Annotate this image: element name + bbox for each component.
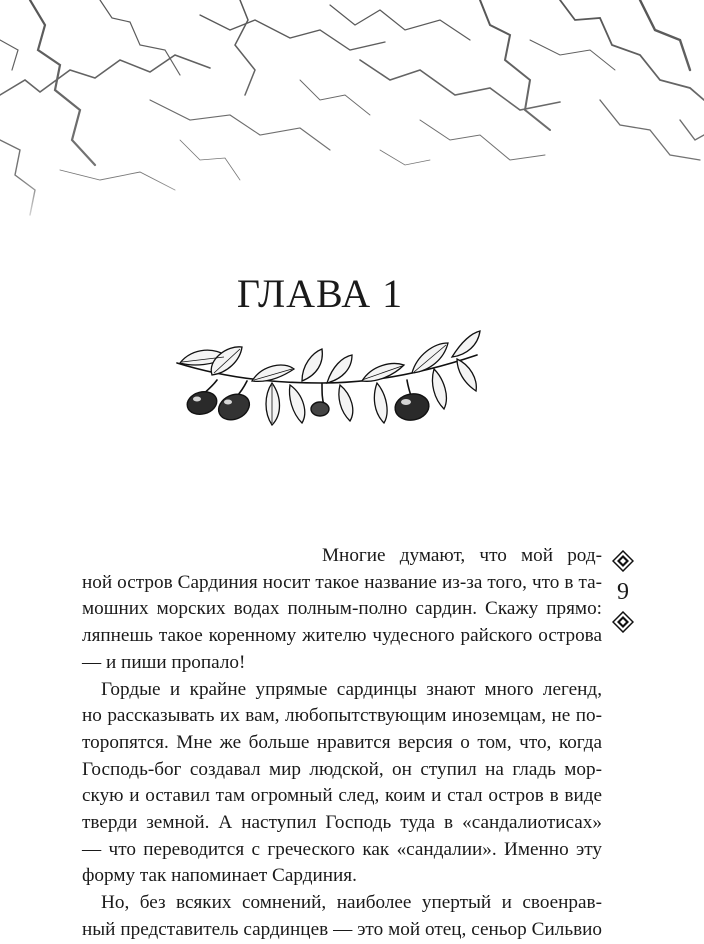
page-marker — [608, 550, 638, 640]
text-line: торопятся. Мне же больше нравится версия о том, что, когда — [82, 731, 602, 753]
chapter-body-text — [82, 543, 602, 944]
paragraph-2 — [82, 677, 602, 891]
diamond-ornament-icon — [612, 550, 634, 572]
text-line: тверди земной. А наступил Господь туда в «сандалиотисах» — [82, 812, 602, 834]
text-line: Многие думают, что мой род- — [322, 545, 602, 566]
text-line: ляпнешь такое коренному жителю чудесного райского острова — [82, 625, 602, 647]
marble-header-texture — [0, 0, 704, 235]
text-line: мошних морских водах полным-полно сардин. Скажу прямо: — [82, 598, 602, 620]
paragraph-3 — [82, 890, 602, 943]
olive-branch-ornament — [172, 325, 482, 435]
text-line: ной остров Сардиния носит такое название из-за того, что в та- — [82, 571, 602, 593]
text-line: форму так напоминает Сардиния. — [82, 865, 357, 887]
text-line: но рассказывать их вам, любопытствующим иноземцам, не по- — [82, 705, 602, 727]
text-line: — и пиши пропало! — [82, 651, 246, 673]
page-number: 9 — [617, 579, 629, 605]
text-line: Но, без всяких сомнений, наиболее упертый и своенрав- — [101, 892, 602, 914]
text-line: скую и оставил там огромный след, коим и стал остров в виде — [82, 785, 602, 807]
text-line: ный представитель сардинцев — это мой отец, сеньор Сильвио — [82, 918, 602, 940]
chapter-title: ГЛАВА 1 — [236, 271, 404, 316]
text-line: Господь-бог создавал мир людской, он ступил на гладь мор- — [82, 758, 602, 780]
paragraph-1 — [82, 543, 602, 677]
text-line: Гордые и крайне упрямые сардинцы знают много легенд, — [101, 678, 602, 700]
text-line: — что переводится с греческого как «сандалии». Именно эту — [82, 838, 602, 860]
diamond-ornament-icon — [612, 611, 634, 633]
